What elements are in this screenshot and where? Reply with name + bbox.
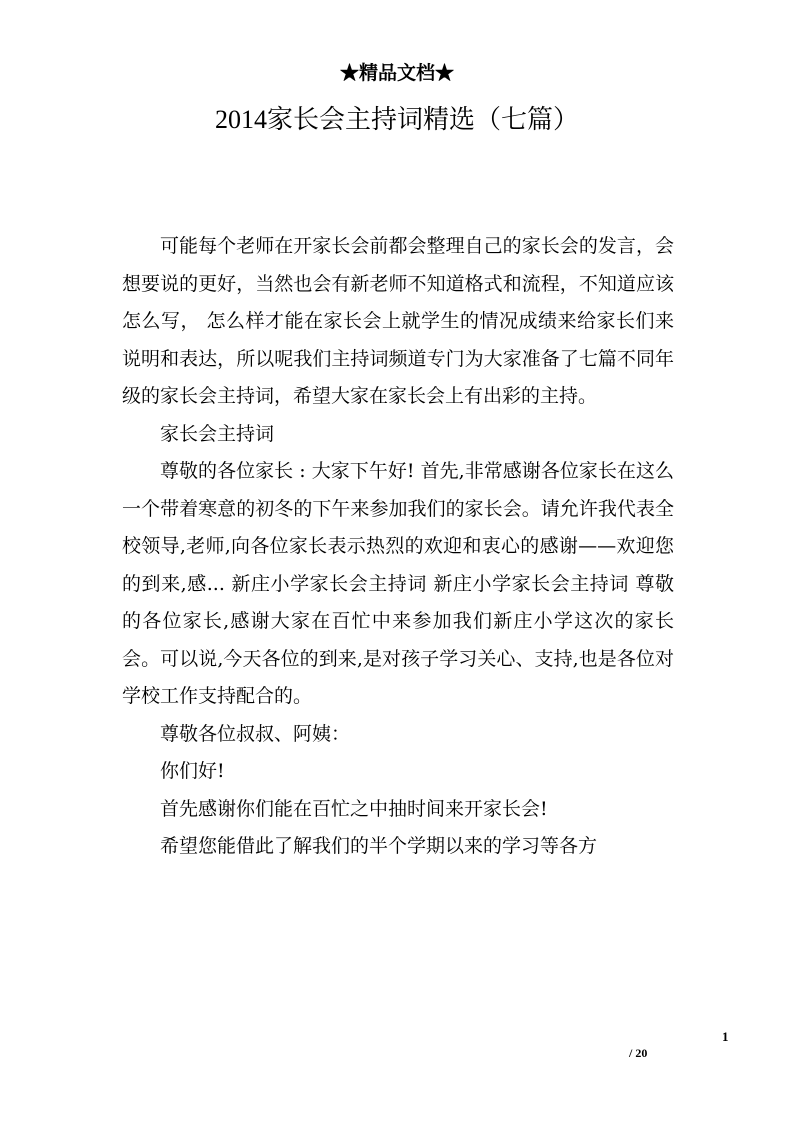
document-body bbox=[122, 228, 674, 866]
document-title: 2014家长会主持词精选（七篇） bbox=[214, 105, 579, 134]
page-number: 1 bbox=[722, 1029, 729, 1044]
paragraph-heading: 家长会主持词 bbox=[160, 422, 275, 445]
paragraph-hope: 希望您能借此了解我们的半个学期以来的学习等各方 bbox=[160, 835, 598, 857]
paragraph-thanks: 首先感谢你们能在百忙之中抽时间来开家长会! bbox=[160, 797, 548, 820]
header-mark: ★精品文档★ bbox=[339, 62, 454, 84]
paragraph-salutation: 尊敬各位叔叔、阿姨： bbox=[160, 722, 351, 745]
paragraph-intro: 可能每个老师在开家长会前都会整理自己的家长会的发言，会想要说的更好，当然也会有新老师不知道格式和流程，不知道应该怎么写， 怎么样才能在家长会上就学生的情况成绩来给家长们来说明和表达，所以呢我们主持词频道专门为大家准备了七篇不同年级的家长会主持词，希望大家在家长会上有出彩的主持。 bbox=[122, 235, 674, 407]
page-total: / 20 bbox=[629, 1046, 648, 1060]
paragraph-greeting: 你们好! bbox=[160, 760, 225, 782]
paragraph-speech: 尊敬的各位家长 : 大家下午好! 首先,非常感谢各位家长在这么一个带着寒意的初冬的下午来参加我们的家长会。请允许我代表全校领导,老师,向各位家长表示热烈的欢迎和衷心的感谢——欢迎您的到来,感... 新庄小学家长会主持词 新庄小学家长会主持词 尊敬的各位家长,感谢大家在百忙中来参加我们新庄小学这次的家长会。可以说,今天各位的到来,是对孩子学习关心、支持,也是各位对学校工作支持配合的。 bbox=[122, 460, 674, 707]
